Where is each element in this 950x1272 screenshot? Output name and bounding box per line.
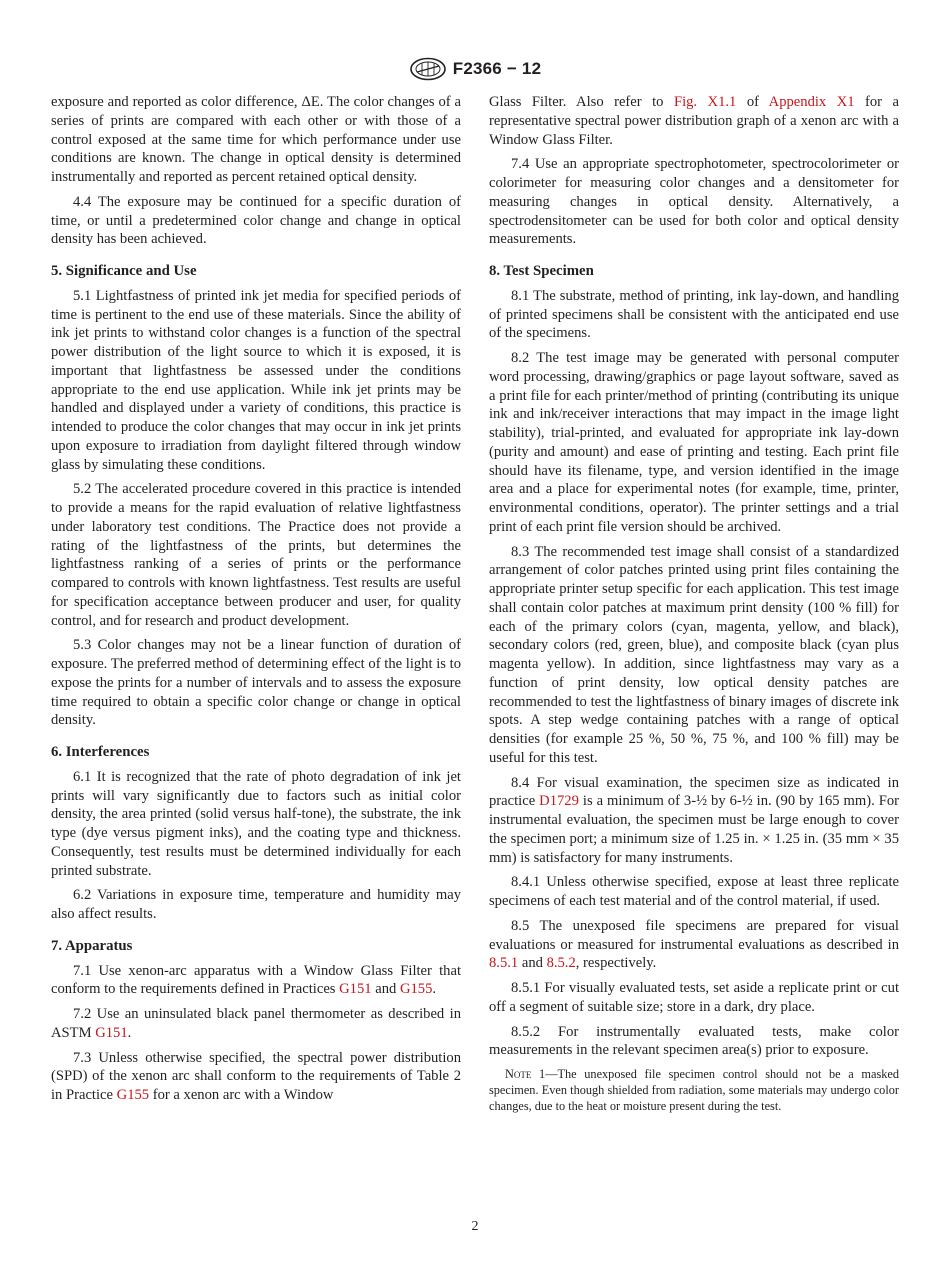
text-run: 7.3 Unless otherwise specified, the spectral power distribution (SPD) of the xenon arc shall conform to the requirements of Table 2 in Practice <box>51 1049 461 1103</box>
paragraph-7-3 <box>51 1049 461 1105</box>
link-g151[interactable]: G151 <box>339 981 372 998</box>
text-run: . <box>432 981 437 998</box>
text-run: is a minimum of 3-½ by 6-½ in. (90 by 165 mm). For instrumental evaluation, the specimen must be large enough to cover the specimen port; a minimum size of 1.25 in. × 1.25 in. (35 mm × 35 mm) is satisfactory for many instruments. <box>489 793 900 866</box>
link-g155[interactable]: G155 <box>116 1087 150 1103</box>
link-d1729[interactable]: D1729 <box>539 793 579 810</box>
note-text: —The unexposed file specimen control should not be a masked specimen. Even though shielded from radiation, some materials may undergo color changes, due to the heat or moisture present during the test. <box>489 1067 899 1113</box>
paragraph-8-3: 8.3 The recommended test image shall consist of a standardized arrangement of color patches printed using print files containing the appropriate printer setup specific for each application. This test image shall contain color patches at maximum print density (100 % fill) for each of the primary colors (cyan, magenta, yellow, and black), secondary colors (red, green, blue), and composite black (cyan plus magenta yellow). In addition, since lightfastness may vary as a function of print density, low optical density patches are recommended to test the lightfastness of binary images of discrete ink spots. A step wedge containing patches with a range of optical densities (for example 25 %, 50 %, 75 %, and 100 % fill) may be useful for this test. <box>489 543 899 766</box>
link-fig-x1-1[interactable]: Fig. X1.1 <box>673 94 737 110</box>
paragraph-8-4 <box>489 774 899 868</box>
paragraph-5-1: 5.1 Lightfastness of printed ink jet media for specified periods of time is pertinent to the end use of these materials. Since the ability of ink jet prints to withstand color changes is a function of the spectral power distribution of the light source to which it is exposed, it is important that lightfastness be assessed under the conditions appropriate to the end use application. While ink jet prints may be handled and displayed under a variety of conditions, this practice is intended to produce the color changes that may occur in ink jet prints upon exposure to irradiation from daylight filtered through window glass by simulating these conditions. <box>51 287 461 473</box>
link-8-5-1[interactable]: 8.5.1 <box>489 955 519 972</box>
right-column <box>489 93 899 1120</box>
paragraph-8-2: 8.2 The test image may be generated with personal computer word processing, drawing/graphics or page layout software, saved as a print file for each printer/method of printing (contributing its unique ink and ink/receiver interactions that may impact in the image light stability), trial-printed, and evaluated for appropriate ink lay-down (purity and amount) and ease of printing and testing. Each print file should have its filename, type, and version identified in the image area and a place for experimental notes (for example, time, printer, environmental conditions, operator). The printer settings and a trial print of each print file version should be archived. <box>489 350 899 535</box>
paragraph-8-1: 8.1 The substrate, method of printing, ink lay-down, and handling of printed specimens shall be consistent with the anticipated end use of the specimens. <box>489 287 899 342</box>
note-1 <box>489 1066 899 1114</box>
paragraph-6-2: 6.2 Variations in exposure time, temperature and humidity may also affect results. <box>51 887 461 922</box>
paragraph-7-3-continued <box>489 93 899 149</box>
text-run: for a xenon arc with a Window <box>149 1087 334 1103</box>
left-column <box>51 93 461 1111</box>
section-heading-6: 6. Interferences <box>51 744 150 760</box>
paragraph-8-5 <box>489 917 899 973</box>
text-run: 8.5 The unexposed file specimens are prepared for visual evaluations or measured for instrumental evaluations as described in <box>489 917 899 953</box>
paragraph-5-3: 5.3 Color changes may not be a linear function of duration of exposure. The preferred method of determining effect of the light is to expose the prints for a number of intervals and to assess the exposure time required to obtain a specific color change or change in optical density. <box>51 637 461 729</box>
link-appendix-x1[interactable]: Appendix X1 <box>768 94 855 110</box>
text-run: and <box>518 955 547 972</box>
link-g151[interactable]: G151 <box>95 1024 128 1041</box>
document-designation: F2366 − 12 <box>452 59 542 78</box>
text-run: . <box>127 1024 132 1041</box>
link-g155[interactable]: G155 <box>399 981 433 998</box>
paragraph-8-5-2: 8.5.2 For instrumentally evaluated tests, make color measurements in the relevant specimen area(s) prior to exposure. <box>489 1023 899 1059</box>
paragraph-7-1 <box>51 962 461 1000</box>
paragraph-8-5-1: 8.5.1 For visually evaluated tests, set aside a replicate print or cut off a segment of suitable size; store in a dark, dry place. <box>489 980 899 1015</box>
paragraph-5-2: 5.2 The accelerated procedure covered in this practice is intended to provide a means for the rapid evaluation of relative lightfastness under laboratory test conditions. The Practice does not provide a rating of the lightfastness of the prints, but determines the lightfastness ranking of a series of prints or the performance compared to controls with known lightfastness. Test results are useful for specification acceptance between producer and user, for quality control, and for research and product development. <box>51 481 461 629</box>
paragraph-4-4: 4.4 The exposure may be continued for a specific duration of time, or until a predetermined color change and change in optical density has been achieved. <box>51 193 461 248</box>
paragraph-8-4-1: 8.4.1 Unless otherwise specified, expose at least three replicate specimens of each test material and of the control material, if used. <box>489 874 899 909</box>
text-run: 7.2 Use an uninsulated black panel thermometer as described in ASTM <box>51 1006 461 1041</box>
paragraph-7-4: 7.4 Use an appropriate spectrophotometer, spectrocolorimeter or colorimeter for measuring color changes and a densitometer for measuring changes in optical density. Alternatively, a spectrodensitometer can be used for both color and optical density measurements. <box>489 156 899 248</box>
page-number: 2 <box>471 1219 479 1234</box>
text-run: 8.4 For visual examination, the specimen size as indicated in practice <box>489 774 899 810</box>
astm-logo-icon <box>409 57 447 81</box>
link-8-5-2[interactable]: 8.5.2 <box>546 955 576 972</box>
section-heading-5: 5. Significance and Use <box>51 263 197 279</box>
text-run: of <box>736 94 769 110</box>
paragraph-4-3-continued: exposure and reported as color difference, ΔE. The color changes of a series of prints are compared with each other or with those of a control exposed at the same time for which performance under use conditions are known. The change in optical density is determined instrumentally and reported as percent retained optical density. <box>51 94 461 185</box>
text-run: , respectively. <box>575 955 657 972</box>
text-run: for a representative spectral power distribution graph of a xenon arc with a Window Glass Filter. <box>489 94 900 148</box>
page-header <box>0 56 950 82</box>
text-run: 7.1 Use xenon-arc apparatus with a Window Glass Filter that conform to the requirements defined in Practices <box>51 962 461 998</box>
note-label: Note 1 <box>505 1067 546 1081</box>
section-heading-7: 7. Apparatus <box>51 937 133 954</box>
section-heading-8: 8. Test Specimen <box>489 263 594 279</box>
text-run: and <box>371 981 400 998</box>
text-run: Glass Filter. Also refer to <box>489 94 674 110</box>
paragraph-7-2 <box>51 1005 461 1043</box>
paragraph-6-1: 6.1 It is recognized that the rate of photo degradation of ink jet prints will vary significantly due to factors such as initial color density, the area printed (solid versus half-tone), the substrate, the ink type (dye versus pigment inks), and the coating type and thickness. Consequently, test results must be determined individually for each printed substrate. <box>51 768 461 879</box>
